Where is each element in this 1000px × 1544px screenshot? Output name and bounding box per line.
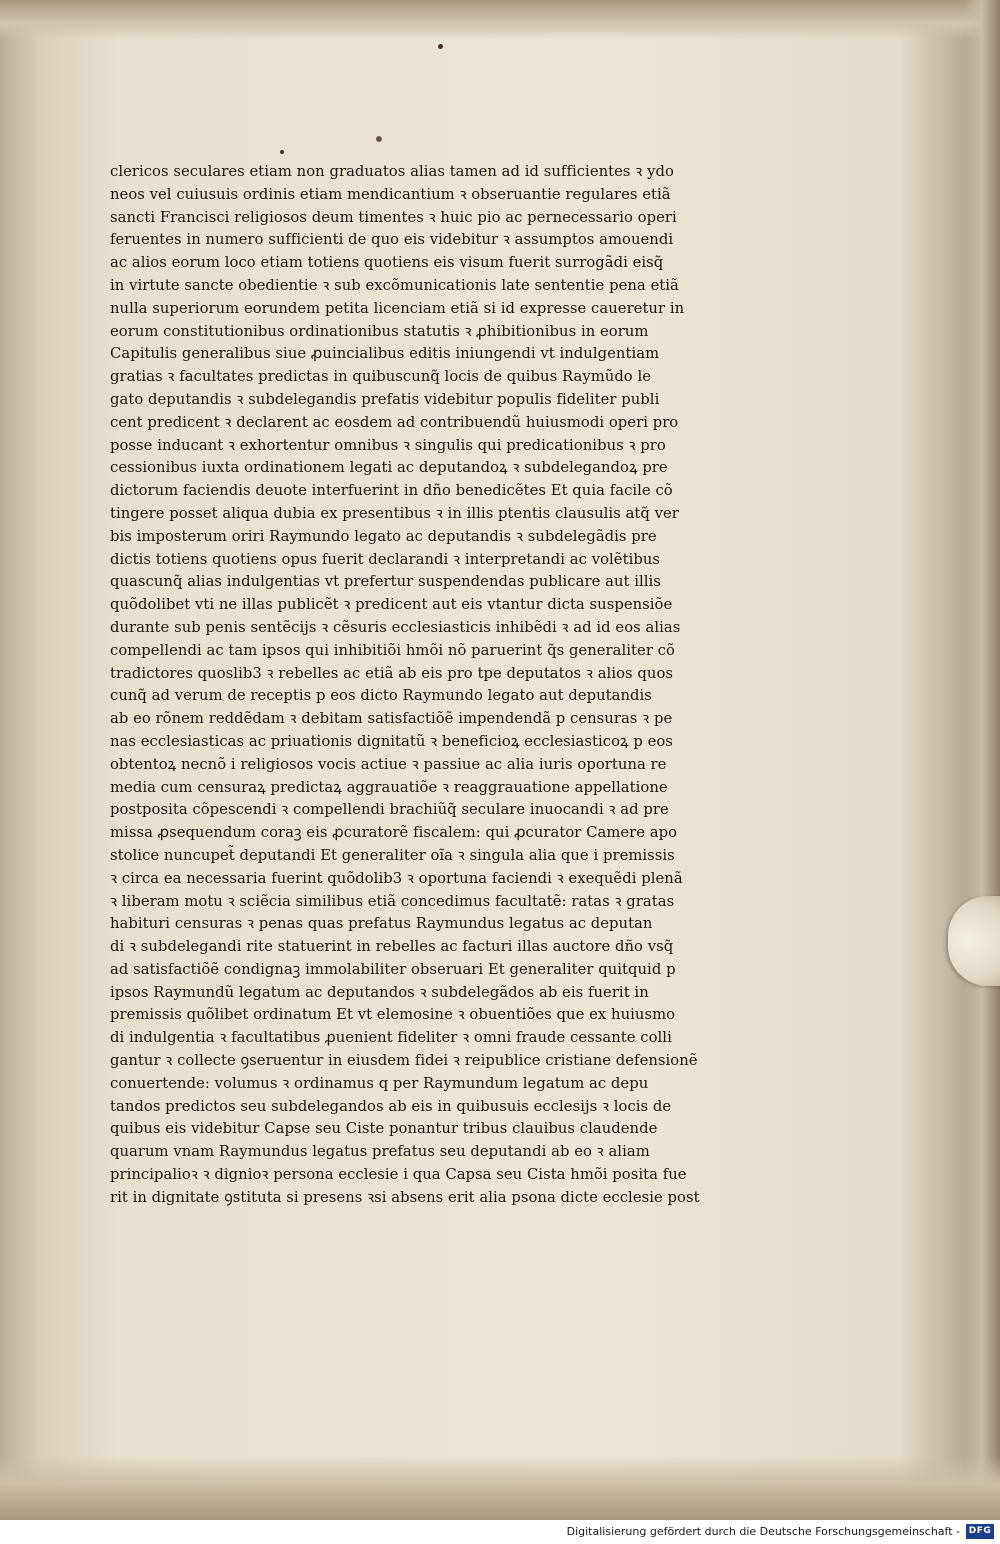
footer-bar bbox=[0, 1520, 1000, 1544]
text-line: principalioꝛ ꝛ dignioꝛ persona ecclesie i qua Capsa seu Cista hmõi posita fue bbox=[110, 1165, 687, 1184]
text-line: sancti Francisci religiosos deum timentes ꝛ huic pio ac pernecessario operi bbox=[110, 207, 677, 226]
text-line: durante sub penis sentẽcijs ꝛ cẽsuris ecclesiasticis inhibẽdi ꝛ ad id eos alias bbox=[110, 617, 681, 636]
text-line: bis imposterum oriri Raymundo legato ac deputandis ꝛ subdelegãdis pre bbox=[110, 526, 657, 545]
text-line: cunq̃ ad verum de receptis p eos dicto Raymundo legato aut deputandis bbox=[110, 686, 652, 705]
page-tab-marker bbox=[948, 896, 1000, 986]
text-line: missa ꝓsequendum coraꝫ eis ꝓcuratorẽ fiscalem: qui ꝓcurator Camere apo bbox=[110, 823, 678, 842]
text-line: dictis totiens quotiens opus fuerit declarandi ꝛ interpretandi ac volẽtibus bbox=[110, 549, 661, 568]
text-line: premissis quõlibet ordinatum Et vt elemosine ꝛ obuentiões que ex huiusmo bbox=[110, 1005, 676, 1024]
digitization-credit: Digitalisierung gefördert durch die Deutsche Forschungsgemeinschaft - bbox=[566, 1525, 960, 1538]
text-line: rit in dignitate ꝯstituta si presens ꝛsi absens erit alia psona dicte ecclesie post bbox=[110, 1187, 700, 1206]
text-line: compellendi ac tam ipsos qui inhibitiõi hmõi nõ paruerint q̃s generaliter cõ bbox=[110, 640, 675, 659]
text-line: obtentoꝝ necnõ i religiosos vocis actiue ꝛ passiue ac alia iuris oportuna re bbox=[110, 754, 667, 773]
text-line: gantur ꝛ collecte ꝯseruentur in eiusdem fidei ꝛ reipublice cristiane defensionẽ bbox=[110, 1051, 698, 1070]
page-top-edge bbox=[0, 0, 1000, 40]
text-line: quõdolibet vti ne illas publicẽt ꝛ predicent aut eis vtantur dicta suspensiõe bbox=[110, 595, 673, 614]
text-line: quascunq̃ alias indulgentias vt prefertur suspendendas publicare aut illis bbox=[110, 572, 661, 591]
text-line: ad satisfactiõẽ condignaꝫ immolabiliter obseruari Et generaliter quitquid p bbox=[110, 959, 676, 978]
text-line: Capitulis generalibus siue ꝓuincialibus editis iniungendi vt indulgentiam bbox=[110, 344, 660, 363]
text-line: tradictores quoslib3 ꝛ rebelles ac etiã ab eis pro tpe deputatos ꝛ alios quos bbox=[110, 663, 674, 682]
text-line: ac alios eorum loco etiam totiens quotiens eis visum fuerit surrogãdi eisq̃ bbox=[110, 253, 664, 272]
text-line: neos vel cuiusuis ordinis etiam mendicantium ꝛ obseruantie regulares etiã bbox=[110, 184, 671, 203]
text-line: posse inducant ꝛ exhortentur omnibus ꝛ singulis qui predicationibus ꝛ pro bbox=[110, 435, 666, 454]
text-line: tingere posset aliqua dubia ex presentibus ꝛ in illis ptentis clausulis atq̃ ver bbox=[110, 503, 679, 522]
text-line: ab eo rõnem reddẽdam ꝛ debitam satisfactiõẽ impendendã p censuras ꝛ pe bbox=[110, 709, 673, 728]
printed-text-block bbox=[110, 160, 740, 1209]
text-line: di indulgentia ꝛ facultatibus ꝓuenient fideliter ꝛ omni fraude cessante colli bbox=[110, 1028, 672, 1047]
text-line: feruentes in numero sufficienti de quo eis videbitur ꝛ assumptos amouendi bbox=[110, 230, 674, 249]
text-line: ꝛ liberam motu ꝛ sciẽcia similibus etiã concedimus facultatẽ: ratas ꝛ gratas bbox=[110, 891, 675, 910]
text-line: nulla superiorum eorundem petita licenciam etiã si id expresse caueretur in bbox=[110, 298, 685, 317]
ink-spot bbox=[438, 44, 443, 49]
text-line: quarum vnam Raymundus legatus prefatus seu deputandi ab eo ꝛ aliam bbox=[110, 1142, 650, 1161]
ink-spot bbox=[376, 136, 382, 142]
text-line: ꝛ circa ea necessaria fuerint quõdolib3 ꝛ oportuna faciendi ꝛ exequẽdi plenã bbox=[110, 868, 683, 887]
text-line: gratias ꝛ facultates predictas in quibuscunq̃ locis de quibus Raymũdo le bbox=[110, 367, 652, 386]
text-line: clericos seculares etiam non graduatos alias tamen ad id sufficientes ꝛ ydo bbox=[110, 162, 674, 180]
text-line: postposita cõpescendi ꝛ compellendi brachiũq̃ seculare inuocandi ꝛ ad pre bbox=[110, 800, 669, 819]
text-line: media cum censuraꝝ predictaꝝ aggrauatiõe ꝛ reaggrauatione appellatione bbox=[110, 777, 668, 796]
text-line: di ꝛ subdelegandi rite statuerint in rebelles ac facturi illas auctore dño vsq̃ bbox=[110, 937, 674, 956]
text-line: tandos predictos seu subdelegandos ab eis in quibusuis ecclesijs ꝛ locis de bbox=[110, 1096, 672, 1115]
text-line: gato deputandis ꝛ subdelegandis prefatis videbitur populis fideliter publi bbox=[110, 389, 660, 408]
text-line: in virtute sancte obedientie ꝛ sub excõmunicationis late sententie pena etiã bbox=[110, 275, 679, 294]
text-line: quibus eis videbitur Capse seu Ciste ponantur tribus clauibus claudende bbox=[110, 1119, 658, 1138]
text-line: cessionibus iuxta ordinationem legati ac deputandoꝝ ꝛ subdelegandoꝝ pre bbox=[110, 458, 668, 477]
text-line: eorum constitutionibus ordinationibus statutis ꝛ ꝓhibitionibus in eorum bbox=[110, 321, 649, 340]
page-bottom-edge bbox=[0, 1455, 1000, 1520]
dfg-logo: DFG bbox=[966, 1524, 994, 1539]
text-line: ipsos Raymundũ legatum ac deputandos ꝛ subdelegãdos ab eis fuerit in bbox=[110, 982, 649, 1001]
text-line: dictorum faciendis deuote interfuerint in dño benedicẽtes Et quia facile cõ bbox=[110, 481, 673, 500]
text-line: nas ecclesiasticas ac priuationis dignitatũ ꝛ beneficioꝝ ecclesiasticoꝝ p eos bbox=[110, 731, 673, 750]
text-line: habituri censuras ꝛ penas quas prefatus Raymundus legatus ac deputan bbox=[110, 914, 653, 933]
text-line: stolice nuncupet̃ deputandi Et generaliter oĩa ꝛ singula alia que i premissis bbox=[110, 845, 675, 864]
ink-spot bbox=[280, 150, 284, 154]
text-line: cent predicent ꝛ declarent ac eosdem ad contribuendũ huiusmodi operi pro bbox=[110, 412, 679, 431]
page-right-edge bbox=[964, 0, 1000, 1520]
text-line: conuertende: volumus ꝛ ordinamus q per Raymundum legatum ac depu bbox=[110, 1073, 649, 1092]
